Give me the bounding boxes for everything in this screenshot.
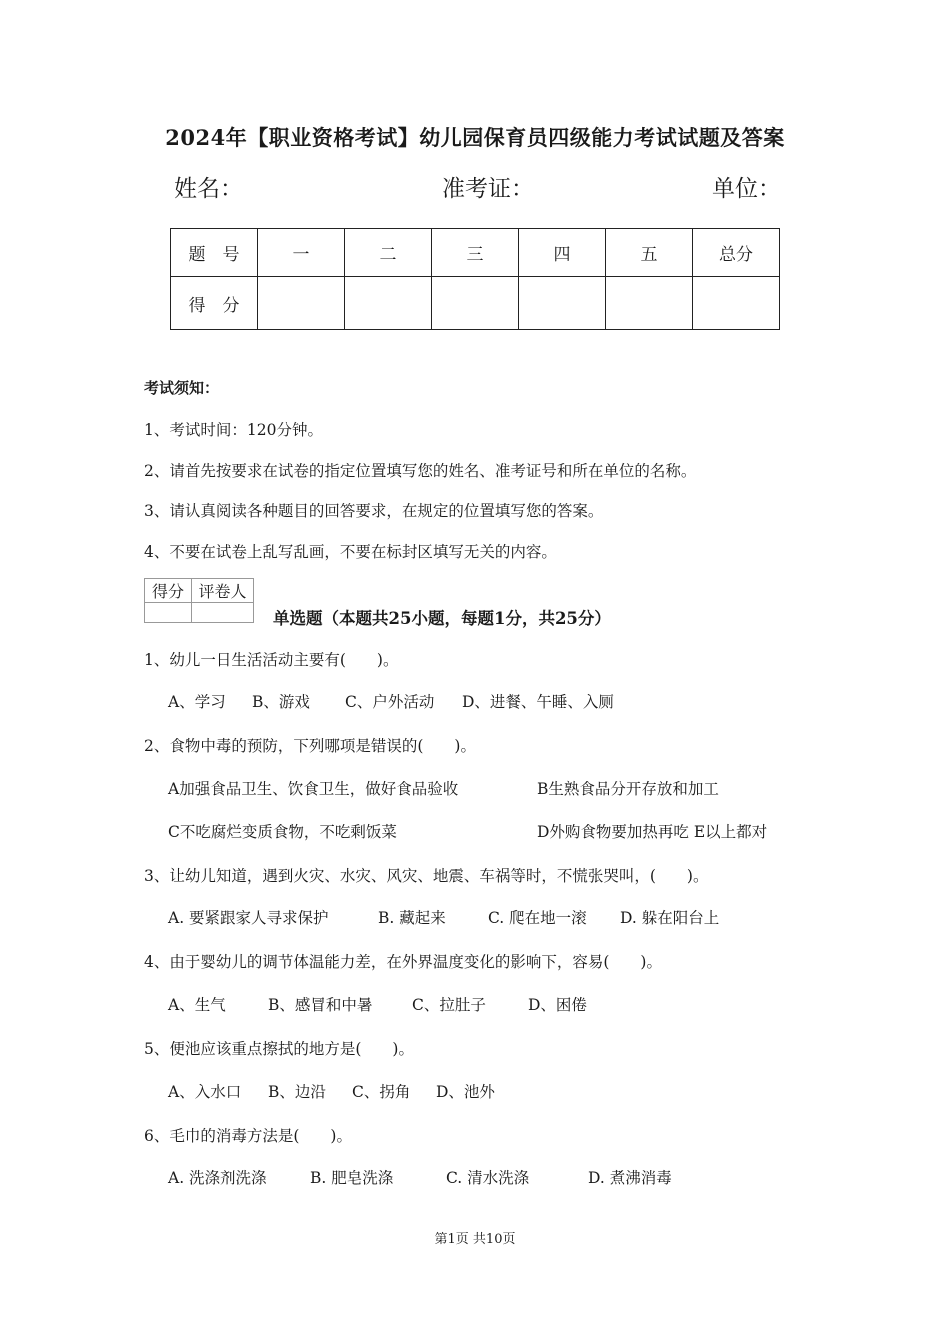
option: A、入水口 (168, 1083, 242, 1101)
option: C. 爬在地一滚 (488, 909, 587, 927)
notice-item: 3、请认真阅读各种题目的回答要求，在规定的位置填写您的答案。 (144, 502, 604, 520)
option: C、拐角 (352, 1083, 411, 1101)
grader-reviewer-cell[interactable] (192, 603, 254, 623)
option: A、生气 (168, 996, 226, 1014)
score-table-header-cell: 四 (519, 229, 606, 277)
score-cell-total[interactable] (693, 277, 780, 330)
option: C不吃腐烂变质食物，不吃剩饭菜 (168, 823, 397, 841)
score-cell-4[interactable] (519, 277, 606, 330)
score-cell-1[interactable] (258, 277, 345, 330)
grader-score-label: 得分 (145, 579, 192, 603)
question-stem: 6、毛巾的消毒方法是( )。 (144, 1127, 352, 1145)
option: D. 躲在阳台上 (620, 909, 720, 927)
option: A. 洗涤剂洗涤 (168, 1169, 267, 1187)
notice-heading: 考试须知： (144, 379, 220, 397)
score-table-header-cell: 三 (432, 229, 519, 277)
option: A、学习 (168, 693, 226, 711)
score-table-header-cell: 一 (258, 229, 345, 277)
option: B生熟食品分开存放和加工 (537, 780, 719, 798)
option: D、池外 (436, 1083, 495, 1101)
option: B、游戏 (252, 693, 310, 711)
exam-id-field-label: 准考证： (442, 176, 534, 202)
score-cell-3[interactable] (432, 277, 519, 330)
option: B、感冒和中暑 (268, 996, 373, 1014)
option: B. 藏起来 (378, 909, 446, 927)
option: D. 煮沸消毒 (588, 1169, 672, 1187)
question-stem: 3、让幼儿知道，遇到火灾、水灾、风灾、地震、车祸等时，不慌张哭叫，( )。 (144, 867, 709, 885)
option: C、拉肚子 (412, 996, 486, 1014)
score-table-row-label: 得 分 (171, 277, 258, 330)
document-title: 2024年【职业资格考试】幼儿园保育员四级能力考试试题及答案 (165, 125, 785, 150)
notice-item: 1、考试时间：120分钟。 (144, 421, 323, 439)
option: A加强食品卫生、饮食卫生，做好食品验收 (168, 780, 459, 798)
option: D外购食物要加热再吃 E以上都对 (537, 823, 768, 841)
grader-box (144, 578, 254, 623)
section-title: 单选题（本题共25小题，每题1分，共25分） (273, 609, 611, 628)
grader-score-cell[interactable] (145, 603, 192, 623)
name-field-label: 姓名： (174, 176, 243, 202)
score-table-header-label: 题 号 (171, 229, 258, 277)
option: D、困倦 (528, 996, 587, 1014)
score-table-header-cell: 二 (345, 229, 432, 277)
option: D、进餐、午睡、入厕 (462, 693, 614, 711)
question-stem: 4、由于婴幼儿的调节体温能力差，在外界温度变化的影响下，容易( )。 (144, 953, 662, 971)
question-stem: 5、便池应该重点擦拭的地方是( )。 (144, 1040, 414, 1058)
page-number: 第1页 共10页 (434, 1232, 516, 1247)
option: B、边沿 (268, 1083, 326, 1101)
score-table-header-total: 总分 (693, 229, 780, 277)
score-table (170, 228, 780, 330)
score-table-header-row (171, 229, 780, 277)
notice-item: 2、请首先按要求在试卷的指定位置填写您的姓名、准考证号和所在单位的名称。 (144, 462, 697, 480)
option: A. 要紧跟家人寻求保护 (168, 909, 329, 927)
score-cell-5[interactable] (606, 277, 693, 330)
score-table-score-row (171, 277, 780, 330)
score-table-header-cell: 五 (606, 229, 693, 277)
option: B. 肥皂洗涤 (310, 1169, 394, 1187)
notice-item: 4、不要在试卷上乱写乱画，不要在标封区填写无关的内容。 (144, 543, 557, 561)
unit-field-label: 单位： (712, 176, 781, 202)
score-cell-2[interactable] (345, 277, 432, 330)
question-stem: 1、幼儿一日生活活动主要有( )。 (144, 651, 399, 669)
grader-reviewer-label: 评卷人 (192, 579, 254, 603)
question-stem: 2、食物中毒的预防，下列哪项是错误的( )。 (144, 737, 476, 755)
option: C. 清水洗涤 (446, 1169, 530, 1187)
option: C、户外活动 (345, 693, 435, 711)
